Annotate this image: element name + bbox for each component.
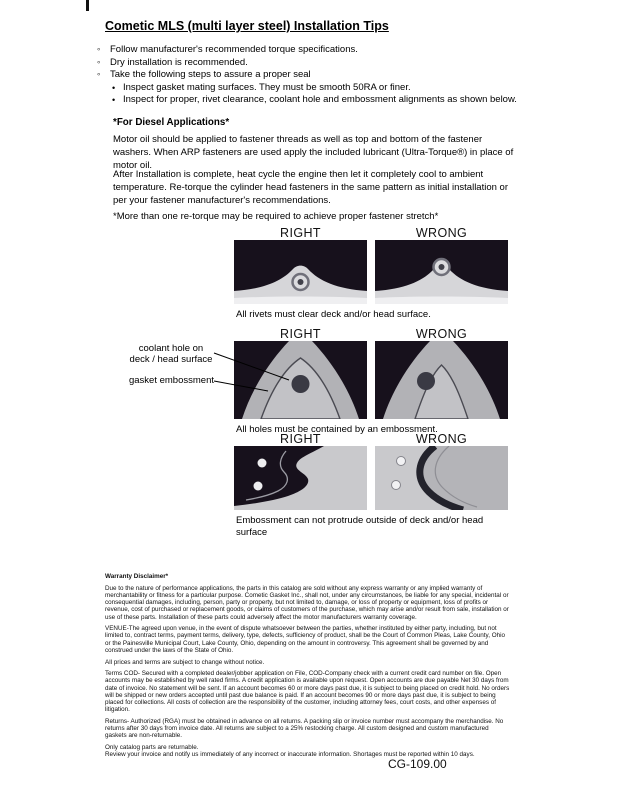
wrong-label: WRONG	[415, 327, 468, 341]
list-item-text: Dry installation is recommended.	[110, 56, 248, 68]
disclaimer-paragraph: Due to the nature of performance applications, the parts in this catalog are sold without any express warranty or any implied warranty of merchantability or fitness for a particular purpose. Cometic Gasket Inc., shall not, under any circumstances, be liable for any special, incidental or consequential damages, including, person, party or property, but not limited to, damage, or loss of property or equipment, loss of profits or revenue, cost of purchased or replacement goods, or claims of customers of the purchase, which may arise and/or result from sale, installation or use of these parts. Installation of these parts could adversely affect the motor manufacturers warranty coverage.	[105, 584, 509, 621]
figure-images	[234, 446, 618, 510]
filled-bullet-icon: •	[112, 95, 116, 106]
protrusion-wrong-diagram	[375, 446, 508, 510]
diesel-applications-heading: *For Diesel Applications*	[113, 117, 230, 128]
protrusion-right-diagram	[234, 446, 367, 510]
disclaimer-paragraph: Only catalog parts are returnable.	[105, 744, 199, 752]
list-item-text: Inspect for proper, rivet clearance, coolant hole and embossment alignments as shown below.	[123, 94, 517, 106]
list-item	[97, 44, 567, 57]
figure-images	[234, 240, 618, 304]
right-label: RIGHT	[280, 327, 321, 341]
install-tips-list	[97, 44, 567, 107]
list-item-text: Follow manufacturer's recommended torque specifications.	[110, 44, 358, 55]
list-item	[97, 57, 567, 70]
wrong-label: WRONG	[415, 226, 468, 240]
figure-rivet-clearance	[0, 226, 618, 321]
wrong-label: WRONG	[415, 432, 468, 446]
disclaimer-paragraph: VENUE-The agreed upon venue, in the event of dispute whatsoever between the parties, whether instituted by either party, including, but not limited to, contract terms, payment terms, delivery, type, defects, sufficiency of product, shall be the Court of Common Pleas, Lake County, Ohio or the Painesville Municipal Court, Lake County, Ohio, depending on the amount in controversy. This agreement shall be governed by and construed under the laws of the State of Ohio.	[105, 625, 506, 654]
figure-labels	[234, 226, 618, 240]
figure-caption: Embossment can not protrude outside of deck and/or head surface	[236, 515, 484, 538]
right-label: RIGHT	[280, 226, 321, 240]
rivet-right-diagram	[234, 240, 367, 304]
right-label: RIGHT	[280, 432, 321, 446]
diesel-paragraph-1: Motor oil should be applied to fastener threads as well as top and bottom of the fastener washers. When ARP fasteners are used apply the included lubricant (Ultra-Torque®) in place of motor oil.	[113, 134, 514, 171]
list-item	[112, 94, 567, 107]
diesel-paragraph-2: After Installation is complete, heat cycle the engine then let it completely cool to ambient temperature. Re-torque the cylinder head fasteners in the same pattern as initial installation or per your fastener manufacturer's recommendations.	[113, 169, 508, 206]
open-bullet-icon: ◦	[97, 56, 101, 68]
disclaimer-paragraph: Returns- Authorized (RGA) must be obtained in advance on all returns. A packing slip or invoice number must accompany the merchandise. No returns after 30 days from invoice date. All returns are subject to a 25% restocking charge. All custom designed and custom manufactured gaskets are non-returnable.	[105, 717, 504, 740]
retorque-note: *More than one re-torque may be required to achieve proper fastener stretch*	[113, 211, 439, 222]
list-item-text: Take the following steps to assure a proper seal	[110, 69, 311, 81]
list-item	[97, 69, 567, 82]
embossment-right-diagram	[234, 341, 367, 419]
figure-caption: All rivets must clear deck and/or head surface.	[236, 309, 431, 320]
figure-images	[234, 341, 618, 419]
filled-bullet-icon: •	[112, 82, 116, 93]
list-item-text: Inspect gasket mating surfaces. They must be smooth 50RA or finer.	[123, 81, 411, 93]
open-bullet-icon: ◦	[97, 44, 101, 55]
figure-embossment-protrusion	[0, 432, 618, 539]
rivet-wrong-diagram	[375, 240, 508, 304]
figure-labels	[234, 432, 618, 446]
figure-labels	[234, 327, 618, 341]
open-bullet-icon: ◦	[97, 69, 101, 81]
disclaimer-paragraph: All prices and terms are subject to change without notice.	[105, 658, 265, 666]
page-number: CG-109.00	[388, 757, 447, 771]
disclaimer-heading: Warranty Disclaimer*	[105, 573, 169, 580]
gasket-embossment-callout: gasket embossment	[128, 375, 214, 386]
coolant-hole-callout: coolant hole on deck / head surface	[129, 343, 213, 365]
list-item	[112, 82, 567, 95]
warranty-disclaimer	[105, 573, 512, 758]
disclaimer-paragraph: Review your invoice and notify us immediately of any incorrect or inaccurate information. Shortages must be reported within 10 days.	[105, 751, 475, 759]
figure-caption: All holes must be contained by an embossment.	[236, 424, 438, 435]
figure-hole-embossment	[0, 327, 618, 436]
page-edge-mark	[86, 0, 89, 11]
embossment-wrong-diagram	[375, 341, 508, 419]
disclaimer-paragraph: Terms COD- Secured with a completed dealer/jobber application on File, COD-Company check with a current credit card number on file. Open accounts may be established by well rated firms. A credit application is available upon request. Open accounts are due payable Net 30 days from date of invoice. No statement will be sent. If an account becomes 60 or more days past due, it is subject to being placed on credit hold. No orders will be shipped or new orders accepted until past due balance is paid. If an account becomes 90 or more days past due, it is subject to being placed for collections. All costs of collection are the responsibility of the customer, including attorney fees, court costs, and other expenses of litigation.	[105, 670, 510, 714]
page-title: Cometic MLS (multi layer steel) Installation Tips	[105, 19, 389, 33]
